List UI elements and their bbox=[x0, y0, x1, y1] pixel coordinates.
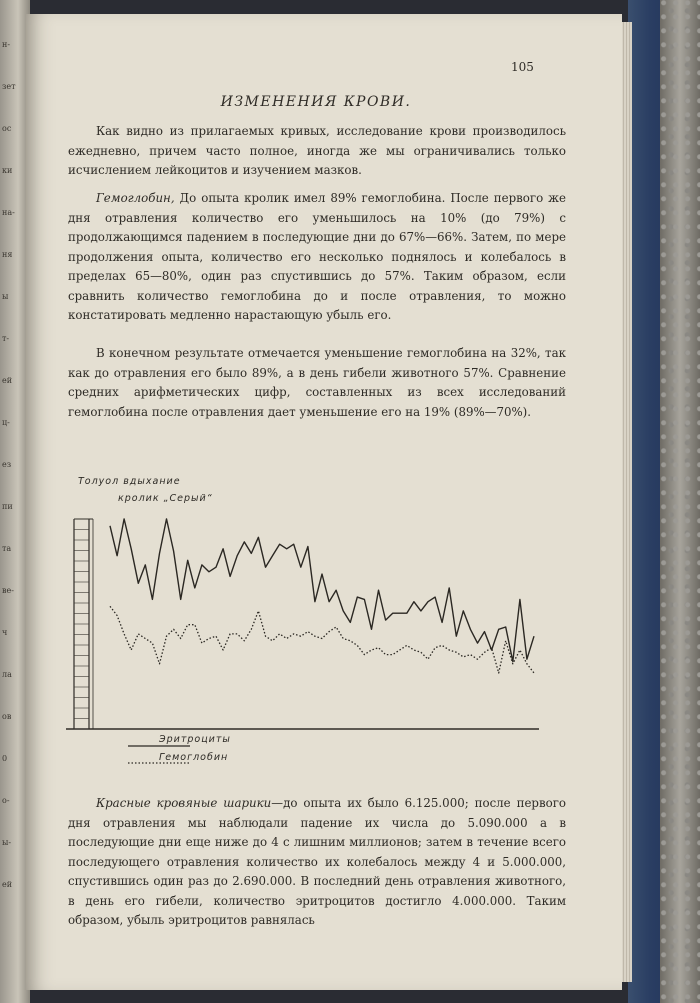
legend-swatches bbox=[126, 742, 196, 772]
blood-chart bbox=[44, 469, 544, 739]
paragraph-erythrocytes-lead: Красные кровяные шарики bbox=[96, 796, 272, 810]
left-page-text-fragment: ч bbox=[2, 628, 8, 637]
left-page-text-fragment: 0 bbox=[2, 754, 8, 763]
paragraph-result-text: В конечном результате отмечается уменьшение гемоглобина на 32%, так как до отравления его было 89%, а в день гибели животного 57%. Сравнение средних арифметических цифр, составленных из всех исследований гемоглобина после отравления дает уменьшение его на 19% (89%—70%). bbox=[68, 346, 566, 419]
left-page-text-fragment: ки bbox=[2, 166, 13, 175]
left-page-text-fragment: ц- bbox=[2, 418, 10, 427]
spine-ruler bbox=[660, 0, 700, 1003]
left-page-text-fragment: на- bbox=[2, 208, 15, 217]
left-page-text-fragment: ей bbox=[2, 880, 13, 889]
series-erythrocytes-line bbox=[110, 519, 534, 662]
left-page-text-fragment: зет bbox=[2, 82, 16, 91]
paragraph-hemoglobin-lead: Гемоглобин, bbox=[96, 191, 175, 205]
paragraph-hemoglobin bbox=[68, 189, 566, 326]
left-page-text-fragment: ез bbox=[2, 460, 12, 469]
left-page-text-fragment: ей bbox=[2, 376, 13, 385]
legend-label-hemoglobin: Гемоглобин bbox=[159, 752, 229, 763]
left-page-text-fragment: ос bbox=[2, 124, 12, 133]
left-page-text-fragment: ла bbox=[2, 670, 12, 679]
paragraph-result bbox=[68, 344, 566, 422]
left-page-text-fragment: та bbox=[2, 544, 12, 553]
left-page-text-fragment: т- bbox=[2, 334, 10, 343]
chart-subtitle: кролик „Серый“ bbox=[118, 493, 213, 504]
paragraph-erythrocytes-text: —до опыта их было 6.125.000; после первого дня отравления мы наблюдали падение их числа до 5.090.000 а в последующие дни еще ниже до 4 с лишним миллионов; затем в течение всего последующего отравления количество их колебалось между 4 и 5.000.000, спустившись один раз до 2.690.000. В последний день отравления животного, в день его гибели, количество эритроцитов достигло 4.000.000. Таким образом, убыль эритроцитов равнялась bbox=[68, 796, 566, 927]
left-page-text-fragment: н- bbox=[2, 40, 11, 49]
page-number: 105 bbox=[511, 60, 534, 74]
legend-label-erythrocytes: Эритроциты bbox=[159, 734, 231, 745]
left-page-text-fragment: ов bbox=[2, 712, 12, 721]
paragraph-intro-text: Как видно из прилагаемых кривых, исследование крови производилось ежедневно, причем часто полное, иногда же мы ограничивались только исчислением лейкоцитов и изучением мазков. bbox=[68, 124, 566, 177]
left-page-text-fragment: ня bbox=[2, 250, 13, 259]
section-heading: ИЗМЕНЕНИЯ КРОВИ. bbox=[220, 94, 412, 110]
left-page-text-fragment: ве- bbox=[2, 586, 14, 595]
left-page-text-fragment: ы- bbox=[2, 838, 12, 847]
paragraph-erythrocytes bbox=[68, 794, 566, 931]
paragraph-intro bbox=[68, 122, 566, 181]
left-page-text-fragment: пи bbox=[2, 502, 13, 511]
series-hemoglobin-line bbox=[110, 606, 534, 673]
paragraph-hemoglobin-text: До опыта кролик имел 89% гемоглобина. После первого же дня отравления количество его уменьшилось на 10% (до 79%) с продолжающимся падением в последующие дни до 67%—66%. Затем, по мере продолжения опыта, количество его несколько поднялось и колебалось в пределах 65—80%, один раз спустившись до 57%. Таким образом, если сравнить количество гемоглобина до и после отравления, то можно констатировать медленно нарастающую убыль его. bbox=[68, 191, 566, 322]
left-page-text-fragment: о- bbox=[2, 796, 10, 805]
chart-title: Толуол вдыхание bbox=[78, 476, 181, 487]
left-page-text-fragment: ы bbox=[2, 292, 9, 301]
book-page bbox=[26, 14, 622, 990]
